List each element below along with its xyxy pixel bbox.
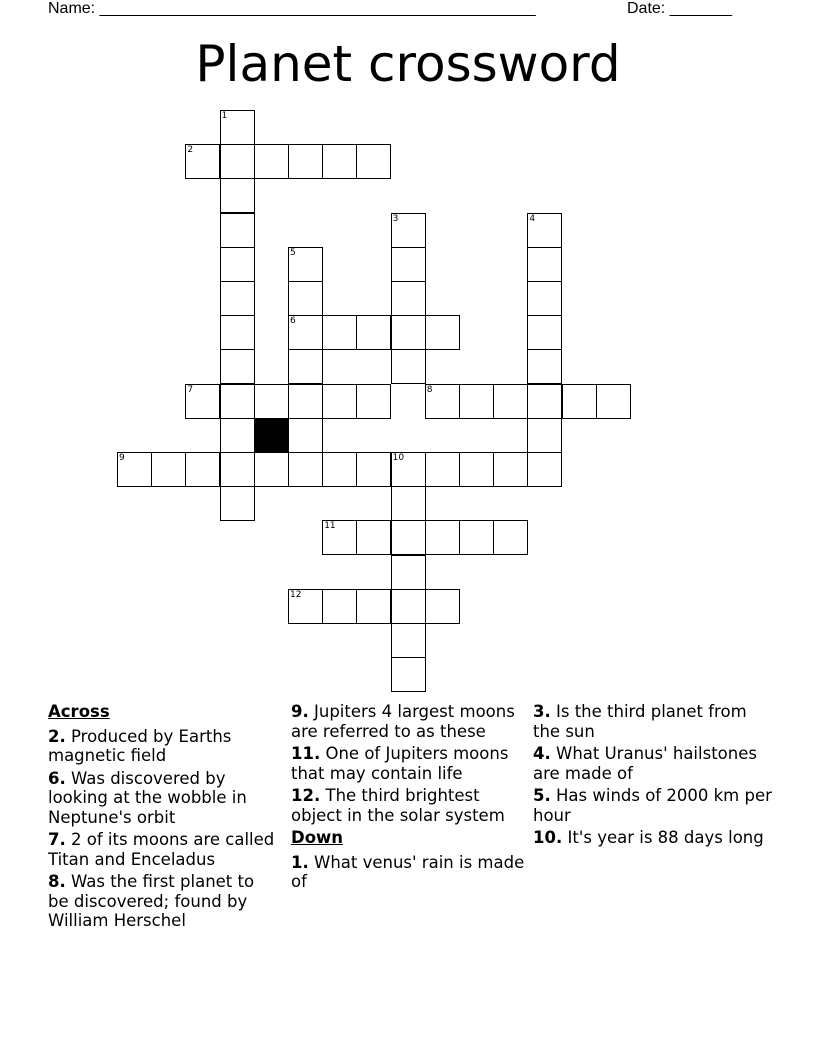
- grid-cell[interactable]: [288, 349, 323, 384]
- clue-across-2: [48, 727, 278, 766]
- grid-cell[interactable]: [493, 452, 528, 487]
- grid-cell[interactable]: [391, 657, 426, 692]
- clue-text: Produced by Earths magnetic field: [48, 726, 232, 765]
- date-field-label: Date: _______: [627, 0, 732, 17]
- grid-cell[interactable]: [391, 623, 426, 658]
- clue-number: 1.: [291, 852, 309, 872]
- cell-number: 9: [119, 453, 125, 463]
- clue-column-2: [291, 702, 529, 895]
- grid-cell[interactable]: [391, 315, 426, 350]
- clue-number: 5.: [533, 786, 551, 805]
- clue-text: What Uranus' hailstones are made of: [533, 744, 757, 783]
- grid-cell[interactable]: [425, 520, 460, 555]
- grid-cell[interactable]: [527, 281, 562, 316]
- clue-text: Was the first planet to be discovered; found by William Herschel: [48, 872, 255, 930]
- clue-text: What venus' rain is made of: [291, 852, 525, 891]
- grid-cell[interactable]: [527, 213, 562, 248]
- clue-text: Jupiters 4 largest moons are referred to as these: [291, 702, 515, 741]
- clue-down-10: [533, 828, 773, 848]
- grid-cell[interactable]: [459, 384, 494, 419]
- grid-cell[interactable]: [459, 452, 494, 487]
- grid-cell[interactable]: [185, 144, 220, 179]
- grid-cell[interactable]: [322, 589, 357, 624]
- grid-cell[interactable]: [288, 418, 323, 453]
- grid-cell[interactable]: [220, 486, 255, 521]
- clue-number: 12.: [291, 786, 321, 805]
- clue-across-9: [291, 702, 529, 741]
- cell-number: 10: [392, 453, 405, 463]
- grid-cell[interactable]: [322, 144, 357, 179]
- crossword-grid: [117, 110, 637, 700]
- grid-cell[interactable]: [185, 452, 220, 487]
- clue-column-1: [48, 702, 278, 934]
- grid-cell[interactable]: [356, 144, 391, 179]
- grid-cell[interactable]: [288, 315, 323, 350]
- grid-cell[interactable]: [322, 452, 357, 487]
- grid-cell[interactable]: [185, 384, 220, 419]
- clue-number: 9.: [291, 702, 309, 721]
- grid-cell[interactable]: [254, 452, 289, 487]
- grid-cell[interactable]: [220, 110, 255, 145]
- grid-cell[interactable]: [288, 589, 323, 624]
- clue-text: One of Jupiters moons that may contain life: [291, 744, 509, 783]
- grid-cell[interactable]: [288, 281, 323, 316]
- grid-cell[interactable]: [356, 315, 391, 350]
- grid-cell[interactable]: [288, 452, 323, 487]
- clue-text: The third brightest object in the solar system: [291, 786, 505, 825]
- cell-number: 11: [324, 521, 336, 532]
- grid-cell[interactable]: [254, 144, 289, 179]
- grid-cell[interactable]: [220, 384, 255, 419]
- grid-cell[interactable]: [220, 213, 255, 248]
- grid-cell[interactable]: [391, 486, 426, 521]
- clue-down-1: [291, 853, 529, 892]
- page-title: Planet crossword: [195, 35, 621, 93]
- grid-cell[interactable]: [322, 384, 357, 419]
- grid-cell[interactable]: [391, 589, 426, 624]
- clue-across-6: [48, 769, 278, 828]
- grid-cell[interactable]: [527, 452, 562, 487]
- cell-number: 4: [529, 213, 536, 224]
- grid-cell[interactable]: [425, 589, 460, 624]
- clue-text: Is the third planet from the sun: [533, 702, 747, 741]
- grid-cell[interactable]: [220, 144, 255, 179]
- grid-cell[interactable]: [254, 384, 289, 419]
- grid-cell[interactable]: [596, 384, 631, 419]
- down-heading: Down: [291, 828, 344, 847]
- grid-cell[interactable]: [391, 555, 426, 590]
- grid-cell[interactable]: [493, 384, 528, 419]
- grid-cell[interactable]: [425, 384, 460, 419]
- cell-number: 3: [392, 213, 399, 224]
- grid-cell[interactable]: [356, 452, 391, 487]
- clue-number: 8.: [48, 872, 66, 891]
- grid-cell[interactable]: [288, 247, 323, 282]
- cell-number: 6: [290, 316, 296, 327]
- grid-cell[interactable]: [288, 384, 323, 419]
- clue-text: Has winds of 2000 km per hour: [533, 786, 772, 825]
- cell-number: 7: [187, 384, 194, 395]
- grid-cell[interactable]: [322, 520, 357, 555]
- grid-cell[interactable]: [459, 520, 494, 555]
- grid-cell[interactable]: [151, 452, 186, 487]
- cell-number: 5: [290, 247, 296, 258]
- grid-cell[interactable]: [220, 349, 255, 384]
- grid-cell[interactable]: [322, 315, 357, 350]
- clue-number: 3.: [533, 702, 551, 721]
- grid-cell[interactable]: [220, 178, 255, 213]
- clue-text: 2 of its moons are called Titan and Enceladus: [48, 830, 275, 869]
- clue-text: It's year is 88 days long: [567, 828, 764, 847]
- clue-across-7: [48, 830, 278, 869]
- grid-cell[interactable]: [425, 452, 460, 487]
- clue-across-11: [291, 744, 529, 783]
- grid-cell[interactable]: [220, 452, 255, 487]
- grid-cell[interactable]: [220, 418, 255, 453]
- clue-down-3: [533, 702, 773, 741]
- grid-cell[interactable]: [391, 281, 426, 316]
- name-field-label: Name: _________________________________________________: [48, 0, 536, 17]
- cell-number: 8: [426, 384, 433, 395]
- grid-cell[interactable]: [562, 384, 597, 419]
- grid-cell[interactable]: [117, 452, 152, 487]
- clue-number: 4.: [533, 744, 551, 763]
- grid-cell[interactable]: [356, 520, 391, 555]
- grid-cell[interactable]: [527, 247, 562, 282]
- grid-cell[interactable]: [527, 418, 562, 453]
- grid-cell[interactable]: [527, 315, 562, 350]
- grid-cell[interactable]: [527, 384, 562, 419]
- clue-across-12: [291, 786, 529, 825]
- grid-cell[interactable]: [220, 281, 255, 316]
- clue-column-3: [533, 702, 773, 851]
- clue-number: 11.: [291, 744, 321, 763]
- grid-cell[interactable]: [288, 144, 323, 179]
- clue-across-8: [48, 872, 278, 931]
- grid-cell[interactable]: [356, 589, 391, 624]
- grid-cell[interactable]: [391, 349, 426, 384]
- clue-number: 2.: [48, 726, 66, 746]
- clue-number: 10.: [533, 828, 563, 847]
- clue-down-5: [533, 786, 773, 825]
- grid-cell[interactable]: [391, 213, 426, 248]
- clue-down-4: [533, 744, 773, 783]
- cell-number: 2: [187, 145, 194, 156]
- across-heading: Across: [48, 702, 110, 721]
- grid-cell[interactable]: [220, 247, 255, 282]
- grid-cell[interactable]: [527, 349, 562, 384]
- grid-cell[interactable]: [356, 384, 391, 419]
- cell-number: 12: [290, 589, 302, 600]
- clue-text: Was discovered by looking at the wobble in Neptune's orbit: [48, 768, 247, 827]
- grid-cell[interactable]: [391, 520, 426, 555]
- grid-cell[interactable]: [391, 452, 426, 487]
- clue-number: 6.: [48, 768, 66, 788]
- grid-cell[interactable]: [220, 315, 255, 350]
- grid-cell[interactable]: [425, 315, 460, 350]
- clue-number: 7.: [48, 830, 66, 849]
- grid-cell[interactable]: [391, 247, 426, 282]
- grid-cell[interactable]: [493, 520, 528, 555]
- cell-number: 1: [221, 111, 228, 121]
- grid-block: [254, 418, 289, 453]
